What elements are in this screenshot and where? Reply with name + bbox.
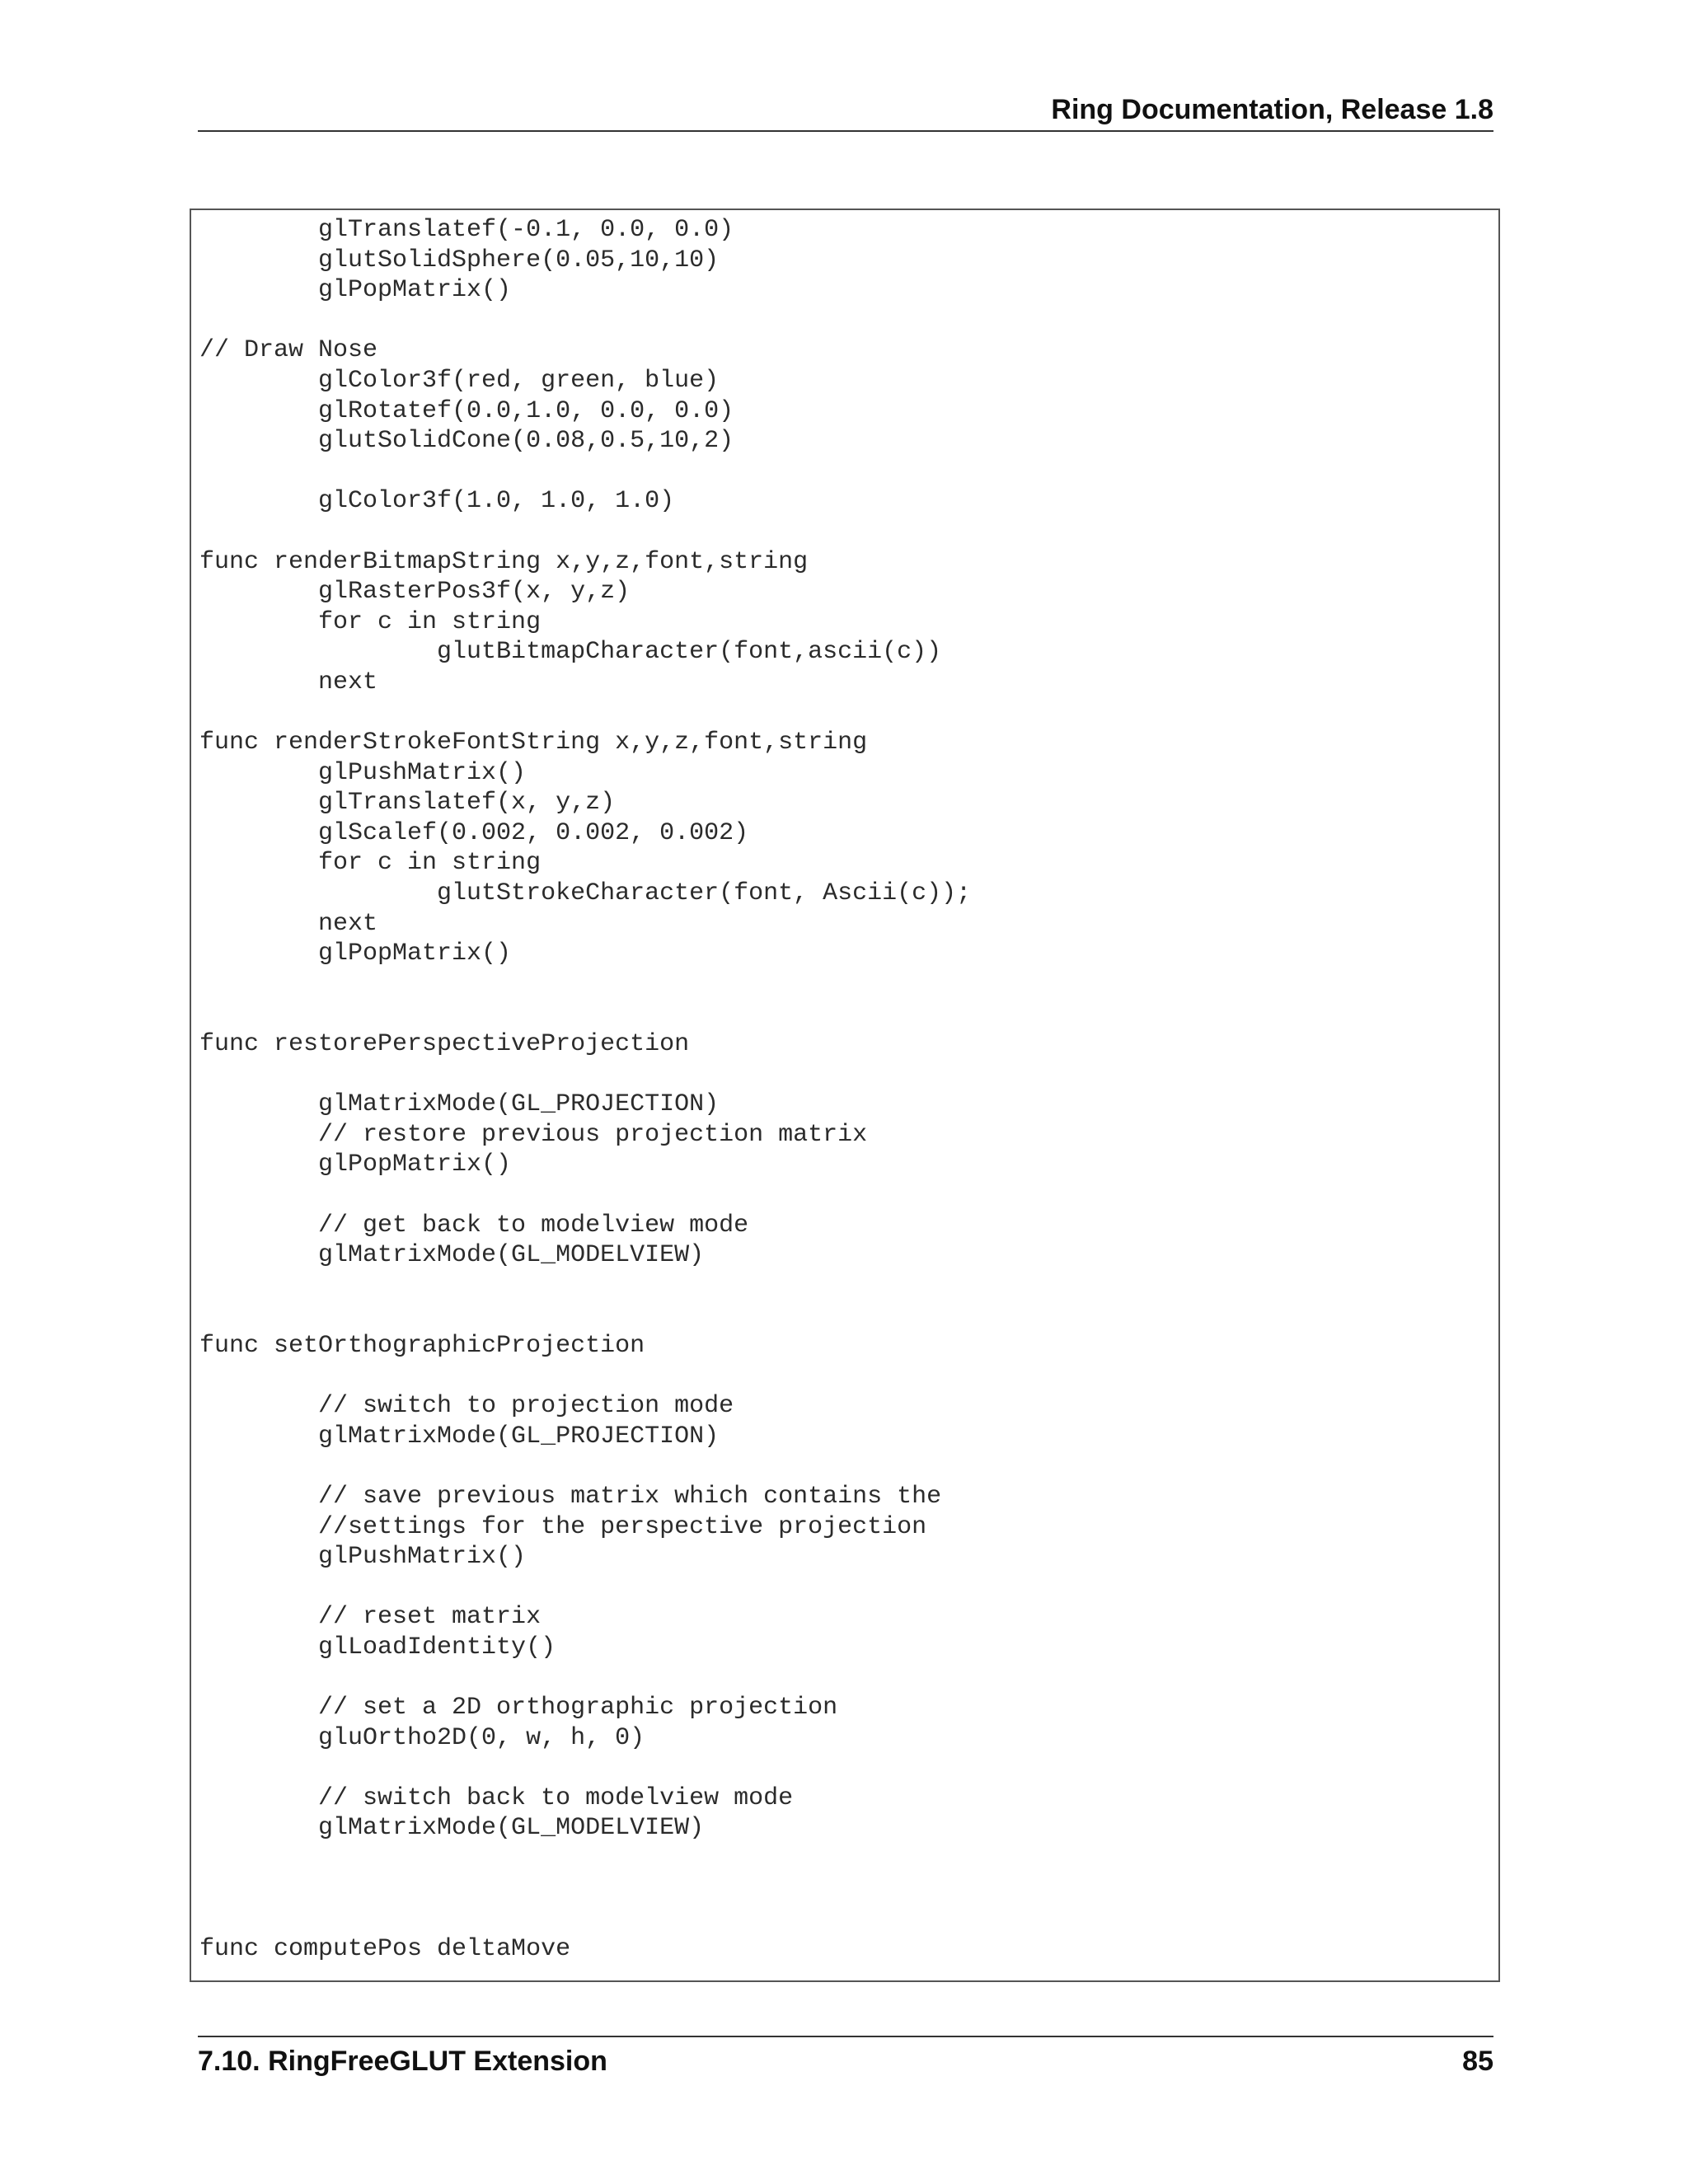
page-footer bbox=[198, 2036, 1493, 2087]
page-number: 85 bbox=[1462, 2046, 1493, 2077]
page-header bbox=[198, 89, 1493, 132]
code-listing: glTranslatef(-0.1, 0.0, 0.0) glutSolidSphere(0.05,10,10) glPopMatrix() // Draw Nose glColor3f(red, green, blue) glRotatef(0.0,1.0, 0.0, 0.0) glutSolidCone(0.08,0.5,10,2) glColor3f(1.0, 1.0, 1.0) func renderBitmapString x,y,z,font,string glRasterPos3f(x, y,z) for c in string glutBitmapCharacter(font,ascii(c)) next func renderStrokeFontString x,y,z,font,string glPushMatrix() glTranslatef(x, y,z) glScalef(0.002, 0.002, 0.002) for c in string glutStrokeCharacter(font, Ascii(c)); next glPopMatrix() func restorePerspectiveProjection glMatrixMode(GL_PROJECTION) // restore previous projection matrix glPopMatrix() // get back to modelview mode glMatrixMode(GL_MODELVIEW) func setOrthographicProjection // switch to projection mode glMatrixMode(GL_PROJECTION) // save previous matrix which contains the //settings for the perspective projection glPushMatrix() // reset matrix glLoadIdentity() // set a 2D orthographic projection gluOrtho2D(0, w, h, 0) // switch back to modelview mode glMatrixMode(GL_MODELVIEW) func computePos deltaMove bbox=[199, 216, 972, 1963]
code-block bbox=[190, 209, 1500, 1982]
document-title: Ring Documentation, Release 1.8 bbox=[1051, 94, 1493, 125]
section-title: 7.10. RingFreeGLUT Extension bbox=[198, 2046, 607, 2077]
